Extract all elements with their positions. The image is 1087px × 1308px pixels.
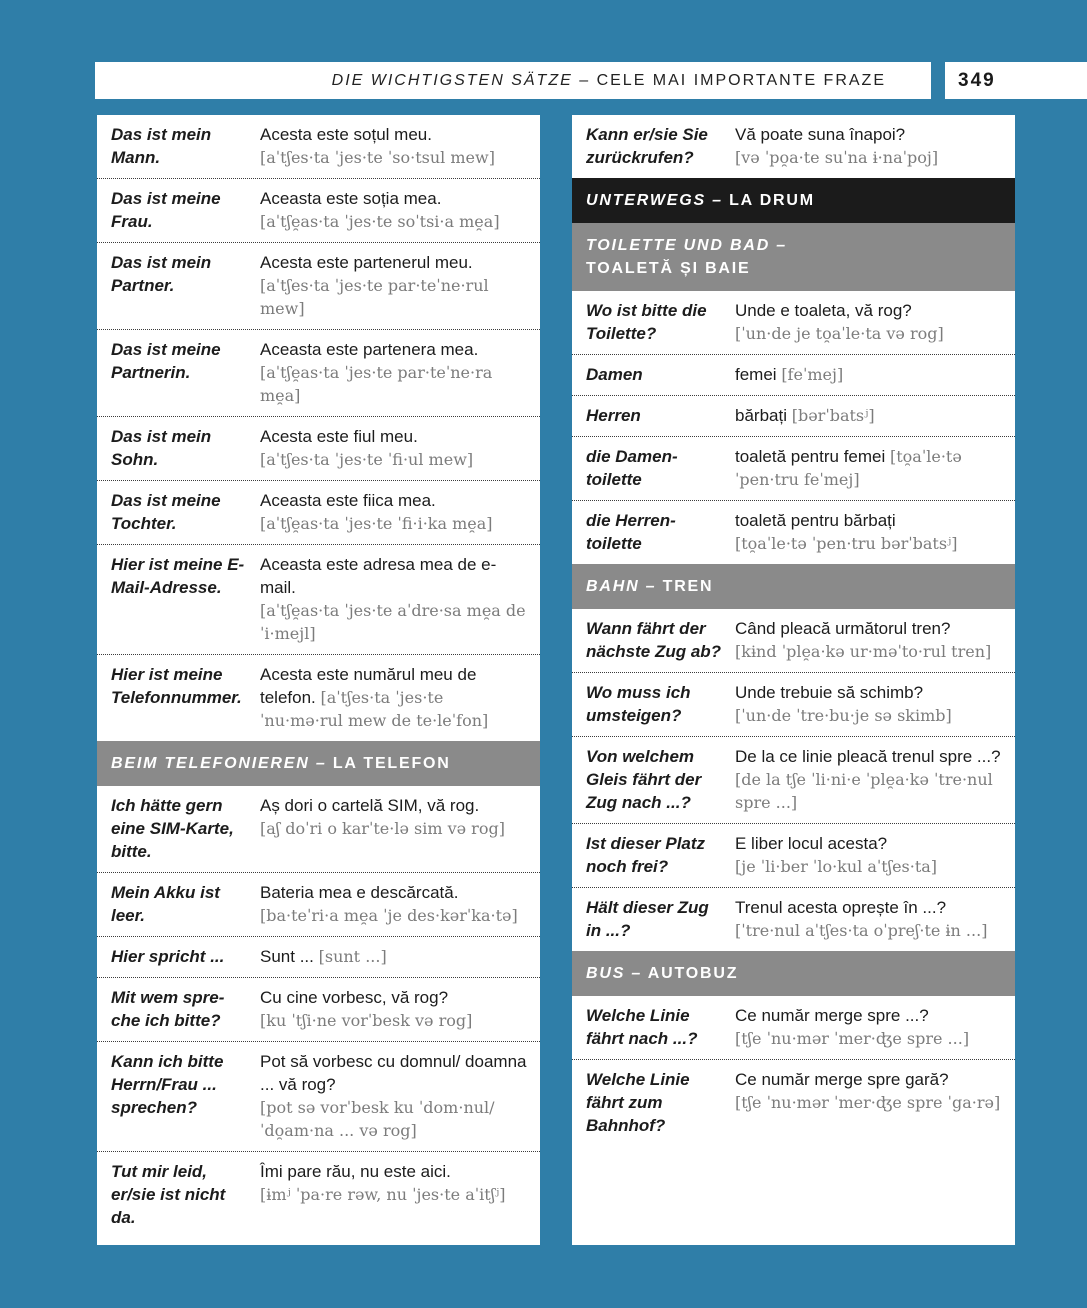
romanian-translation: Îmi pare rău, nu este aici. [260,1162,451,1181]
translation-cell [260,251,530,320]
translation-cell [735,681,1005,727]
translation-cell [735,745,1005,814]
translation-cell [260,123,530,169]
section-header [572,223,1015,291]
phrase-row [572,887,1015,951]
german-phrase: Von welchem Gleis fährt der Zug nach ...? [586,747,702,812]
phrase-row [97,416,540,480]
phonetic-transcription: [je ˈli·ber ˈlo·kul aˈtʃes·ta] [735,857,938,876]
section-header [572,178,1015,223]
german-phrase: Das ist meine Frau. [111,189,221,231]
phrase-row [572,996,1015,1059]
german-phrase: Ich hätte gern eine SIM-Karte, bitte. [111,796,234,861]
phonetic-transcription: [tʃe ˈnu·mər ˈmer·ʤe spre ...] [735,1029,970,1048]
romanian-translation: Acesta este partenerul meu. [260,253,473,272]
phrase-row [572,115,1015,178]
right-column [572,115,1015,1245]
translation-cell [260,553,530,645]
section-header [97,741,540,786]
romanian-translation: Aceasta este adresa mea de e-mail. [260,555,497,597]
german-phrase: Das ist mein Partner. [111,253,212,295]
romanian-translation: Cu cine vorbesc, vă rog? [260,988,449,1007]
translation-cell [735,445,1005,491]
translation-cell [260,1050,530,1142]
phonetic-transcription: [feˈmej] [781,365,844,384]
romanian-translation: Sunt ... [260,947,314,966]
romanian-translation: Aceasta este partenera mea. [260,340,479,359]
header-title-romanian: – CELE MAI IMPORTANTE FRAZE [579,72,886,89]
german-phrase: Tut mir leid, er/sie ist nicht da. [111,1162,226,1227]
section-title-german: UNTERWEGS – [586,192,723,209]
phonetic-transcription: [de la tʃe ˈli·ni·e ˈple̯a·kə ˈtre·nul spre ...] [735,770,993,812]
phonetic-transcription: [aˈtʃes·ta ˈjes·te ˈnu·mə·rul mew de te·leˈfon] [260,688,489,730]
romanian-translation: femei [735,365,777,384]
section-header [572,951,1015,996]
phonetic-transcription: [və ˈpo̯a·te suˈna ɨ·naˈpoj] [735,148,939,167]
romanian-translation: Pot să vorbesc cu domnul/ doamna ... vă rog? [260,1052,527,1094]
romanian-translation: Ce număr merge spre gară? [735,1070,949,1089]
translation-cell [260,986,530,1032]
german-phrase: Hier spricht ... [111,947,225,966]
german-phrase: Das ist mein Sohn. [111,427,212,469]
german-phrase: Das ist mein Mann. [111,125,212,167]
phrase-row [572,291,1015,354]
phonetic-transcription: [ba·teˈri·a me̯a ˈje des·kərˈka·tə] [260,906,518,925]
german-phrase: die Herrentoilette [586,511,676,553]
german-phrase: Welche Linie fährt nach ...? [586,1006,698,1048]
translation-cell [735,1068,1005,1137]
phonetic-transcription: [tʃe ˈnu·mər ˈmer·ʤe spre ˈga·rə] [735,1093,1001,1112]
romanian-translation: Acesta este soțul meu. [260,125,432,144]
romanian-translation: Aceasta este fiica mea. [260,491,436,510]
translation-cell [735,832,1005,878]
phrase-row [97,654,540,741]
romanian-translation: bărbați [735,406,787,425]
german-phrase: Wo ist bitte die Toilette? [586,301,707,343]
translation-cell [735,363,1005,386]
left-column [97,115,540,1245]
translation-cell [260,187,530,233]
phonetic-transcription: [sunt ...] [318,947,387,966]
phonetic-transcription: [aˈtʃe̯as·ta ˈjes·te aˈdre·sa me̯a de ˈi·mejl] [260,601,526,643]
german-phrase: Welche Linie fährt zum Bahnhof? [586,1070,690,1135]
translation-cell [260,1160,530,1229]
phonetic-transcription: [ɨmʲ ˈpa·re rəw, nu ˈjes·te aˈitʃʲ] [260,1185,506,1204]
translation-cell [735,617,1005,663]
translation-cell [260,489,530,535]
phrase-row [97,115,540,178]
german-phrase: Ist dieser Platz noch frei? [586,834,706,876]
german-phrase: Das ist meine Tochter. [111,491,221,533]
phonetic-transcription: [pot sə vorˈbesk ku ˈdom·nul/ ˈdo̯am·na ... və rog] [260,1098,495,1140]
phonetic-transcription: [aˈtʃes·ta ˈjes·te ˈfi·ul mew] [260,450,474,469]
section-title-german: BEIM TELEFONIEREN – [111,755,327,772]
phonetic-transcription: [bərˈbatsʲ] [791,406,875,425]
phrase-row [97,480,540,544]
phrase-row [572,736,1015,823]
phonetic-transcription: [to̯aˈle·tə ˈpen·tru bərˈbatsʲ] [735,534,958,553]
phrase-row [97,936,540,977]
page-number: 349 [945,62,1087,99]
phrase-row [97,1151,540,1238]
phrase-row [97,977,540,1041]
phonetic-transcription: [ˈun·de ˈtre·bu·je sə skimb] [735,706,952,725]
header-title-german: DIE WICHTIGSTEN SÄTZE [331,72,573,89]
german-phrase: Wo muss ich umsteigen? [586,683,691,725]
german-phrase: Kann er/sie Sie zurückrufen? [586,125,708,167]
phonetic-transcription: [to̯aˈle·tə ˈpen·tru feˈmej] [735,447,962,489]
german-phrase: Wann fährt der nächste Zug ab? [586,619,722,661]
translation-cell [735,509,1005,555]
german-phrase: die Damentoilette [586,447,678,489]
phrase-row [97,786,540,872]
section-title-german: BAHN – [586,578,657,595]
romanian-translation: Unde e toaleta, vă rog? [735,301,912,320]
phrase-row [572,1059,1015,1146]
translation-cell [260,425,530,471]
romanian-translation: Unde trebuie să schimb? [735,683,924,702]
romanian-translation: Aș dori o cartelă SIM, vă rog. [260,796,480,815]
romanian-translation: Ce număr merge spre ...? [735,1006,929,1025]
phrase-row [97,178,540,242]
german-phrase: Kann ich bitte Herrn/Frau ... sprechen? [111,1052,224,1117]
german-phrase: Hält dieser Zug in ...? [586,898,709,940]
translation-cell [735,1004,1005,1050]
phonetic-transcription: [aˈtʃe̯as·ta ˈjes·te soˈtsi·a me̯a] [260,212,500,231]
phonetic-transcription: [aˈtʃes·ta ˈjes·te par·teˈne·rul mew] [260,276,489,318]
phrase-row [572,354,1015,395]
translation-cell [260,338,530,407]
phonetic-transcription: [aʃ doˈri o karˈte·lə sim və rog] [260,819,505,838]
phrase-row [572,500,1015,564]
romanian-translation: E liber locul acesta? [735,834,888,853]
translation-cell [260,663,530,732]
phrase-row [97,242,540,329]
phonetic-transcription: [ˈtre·nul aˈtʃes·ta oˈpreʃ·te ɨn ...] [735,921,988,940]
romanian-translation: Bateria mea e descărcată. [260,883,459,902]
translation-cell [735,123,1005,169]
section-title-romanian: TREN [662,578,714,595]
german-phrase: Hier ist meine E-Mail-Adresse. [111,555,245,597]
section-header [572,564,1015,609]
translation-cell [735,299,1005,345]
phonetic-transcription: [kɨnd ˈple̯a·kə ur·məˈto·rul tren] [735,642,992,661]
translation-cell [260,881,530,927]
romanian-translation: De la ce linie pleacă trenul spre ...? [735,747,1001,766]
phrase-row [572,672,1015,736]
phrase-row [572,609,1015,672]
german-phrase: Mit wem spreche ich bitte? [111,988,225,1030]
romanian-translation: Trenul acesta oprește în ...? [735,898,947,917]
translation-cell [735,896,1005,942]
phrase-row [97,544,540,654]
phonetic-transcription: [ˈun·de je to̯aˈle·ta və rog] [735,324,944,343]
section-title-romanian: LA DRUM [729,192,815,209]
translation-cell [260,945,530,968]
phonetic-transcription: [aˈtʃe̯as·ta ˈjes·te ˈfi·i·ka me̯a] [260,514,493,533]
phrase-row [572,395,1015,436]
german-phrase: Damen [586,365,643,384]
section-title-german: TOILETTE UND BAD – [586,237,788,254]
german-phrase: Hier ist meine Telefonnummer. [111,665,242,707]
romanian-translation: Vă poate suna înapoi? [735,125,906,144]
german-phrase: Mein Akku ist leer. [111,883,220,925]
section-title-romanian: AUTOBUZ [647,965,739,982]
section-title-german: BUS – [586,965,643,982]
phonetic-transcription: [aˈtʃe̯as·ta ˈjes·te par·teˈne·ra me̯a] [260,363,493,405]
romanian-translation: Când pleacă următorul tren? [735,619,951,638]
translation-cell [735,404,1005,427]
romanian-translation: toaletă pentru bărbați [735,511,896,530]
romanian-translation: toaletă pentru femei [735,447,886,466]
section-title-romanian: LA TELEFON [332,755,451,772]
romanian-translation: Acesta este fiul meu. [260,427,418,446]
phrase-row [97,872,540,936]
german-phrase: Das ist meine Partnerin. [111,340,221,382]
romanian-translation: Aceasta este soția mea. [260,189,442,208]
translation-cell [260,794,530,863]
phrase-row [572,436,1015,500]
phrase-row [572,823,1015,887]
page-header [95,62,931,99]
phrase-row [97,329,540,416]
german-phrase: Herren [586,406,641,425]
section-title-romanian: TOALETĂ ȘI BAIE [586,260,751,277]
romanian-translation: Acesta este numărul meu de telefon. [260,665,477,707]
phonetic-transcription: [aˈtʃes·ta ˈjes·te ˈso·tsul mew] [260,148,495,167]
phrase-row [97,1041,540,1151]
phonetic-transcription: [ku ˈtʃi·ne vorˈbesk və rog] [260,1011,473,1030]
